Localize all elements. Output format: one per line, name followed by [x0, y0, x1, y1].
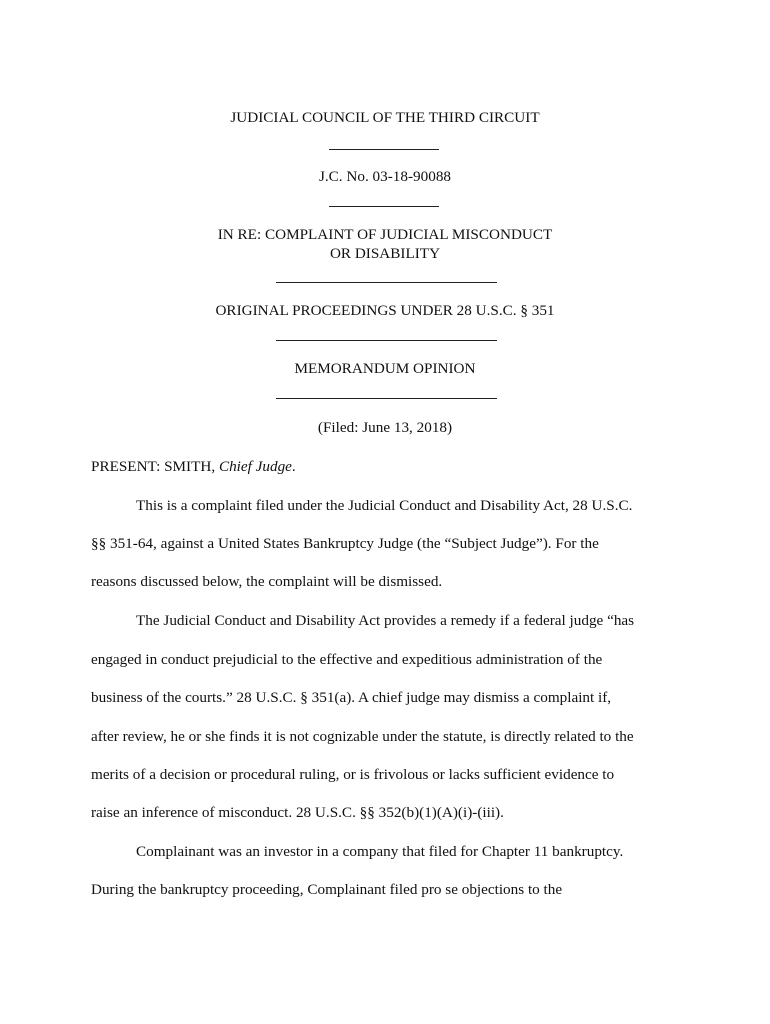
paragraph-2-line: raise an inference of misconduct. 28 U.S.C. §§ 352(b)(1)(A)(i)-(iii).	[91, 804, 504, 821]
case-title-line-2: OR DISABILITY	[329, 245, 441, 262]
paragraph-2-line: business of the courts.” 28 U.S.C. § 351(a). A chief judge may dismiss a complaint if,	[91, 689, 612, 706]
paragraph-2-line: engaged in conduct prejudicial to the effective and expeditious administration of the	[91, 651, 603, 668]
paragraph-3-line: During the bankruptcy proceeding, Complainant filed pro se objections to the	[91, 881, 563, 898]
document-type: MEMORANDUM OPINION	[294, 360, 476, 377]
paragraph-1-line: reasons discussed below, the complaint will be dismissed.	[91, 573, 443, 590]
proceedings-heading: ORIGINAL PROCEEDINGS UNDER 28 U.S.C. § 351	[215, 302, 555, 319]
case-title-rule	[276, 282, 497, 283]
heading-rule	[329, 149, 439, 150]
case-title-line-1: IN RE: COMPLAINT OF JUDICIAL MISCONDUCT	[217, 226, 553, 243]
paragraph-1-line: This is a complaint filed under the Judicial Conduct and Disability Act, 28 U.S.C.	[136, 497, 633, 514]
proceedings-rule	[276, 340, 497, 341]
case-number: J.C. No. 03-18-90088	[318, 168, 452, 185]
paragraph-2-line: The Judicial Conduct and Disability Act provides a remedy if a federal judge “has	[136, 612, 635, 629]
filed-date: (Filed: June 13, 2018)	[317, 419, 453, 436]
document-type-rule	[276, 398, 497, 399]
paragraph-3-line: Complainant was an investor in a company that filed for Chapter 11 bankruptcy.	[136, 843, 624, 860]
present-end: .	[291, 458, 296, 475]
council-heading: JUDICIAL COUNCIL OF THE THIRD CIRCUIT	[230, 109, 540, 126]
present-role: Chief Judge	[218, 458, 292, 475]
case-number-rule	[329, 206, 439, 207]
paragraph-2-line: merits of a decision or procedural ruling, or is frivolous or lacks sufficient evidence to	[91, 766, 615, 783]
paragraph-1-line: §§ 351-64, against a United States Bankruptcy Judge (the “Subject Judge”). For the	[91, 535, 599, 552]
paragraph-2-line: after review, he or she finds it is not cognizable under the statute, is directly related to the	[91, 728, 634, 745]
present-line	[91, 458, 691, 476]
present-label: PRESENT: SMITH,	[91, 458, 219, 475]
